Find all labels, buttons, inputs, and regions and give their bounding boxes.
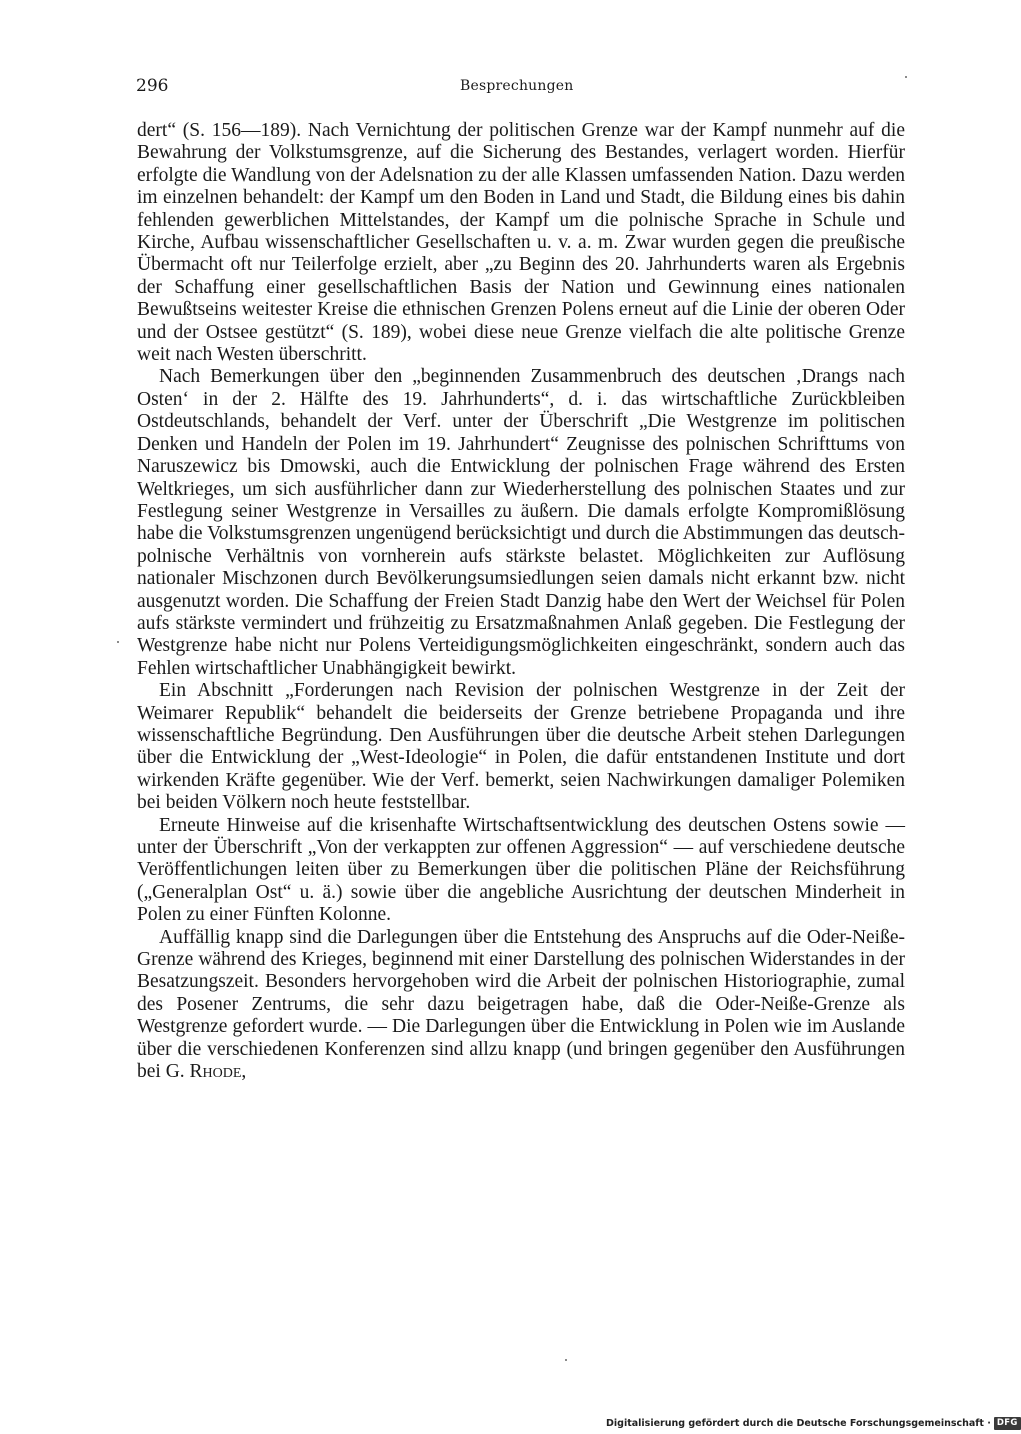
- page-number: 296: [136, 76, 169, 96]
- author-name-rhode: Rhode,: [189, 1061, 247, 1083]
- scan-speck: [565, 1359, 567, 1361]
- paragraph-4: Erneute Hinweise auf die krisenhafte Wirtschaftsentwicklung des deutschen Ostens sowie — unter der Überschrift „Von der verkappten zur offenen Aggression“ — auf verschiedene deutsche Veröffentlichungen leiten über zu Bemerkungen über die politischen Pläne der Reichsführung („Generalplan Ost“ u. ä.) sowie über die angebliche Ausrichtung der deutschen Minderheit in Polen zu einer Fünften Kolonne.: [137, 814, 905, 926]
- paragraph-1: dert“ (S. 156—189). Nach Vernichtung der politischen Grenze war der Kampf nunmehr auf die Bewahrung der Volkstumsgrenze, auf die Sicherung des Bestandes, verlagert worden. Hierfür erfolgte die Wandlung von der Adelsnation zu der alle Klassen umfassenden Nation. Dazu werden im einzelnen behandelt: der Kampf um den Boden in Land und Stadt, die Bildung eines bis dahin fehlenden gewerblichen Mittelstandes, der Kampf um die polnische Sprache in Schule und Kirche, Aufbau wissenschaftlicher Gesellschaften u. v. a. m. Zwar wurden gegen die preußische Übermacht oft nur Teilerfolge erzielt, aber „zu Beginn des 20. Jahrhunderts waren als Ergebnis der Schaffung einer gesellschaftlichen Basis der Nation und Gewinnung eines nationalen Bewußtseins weitester Kreise die ethnischen Grenzen Polens erneut auf die Linie der oberen Oder und der Ostsee gestützt“ (S. 189), wobei diese neue Grenze vielfach die alte politische Grenze weit nach Westen überschritt.: [137, 120, 905, 366]
- paragraph-5-text: Auffällig knapp sind die Darlegungen über die Entstehung des Anspruchs auf die Oder-Neiße-Grenze während des Krieges, beginnend mit einer Darstellung des polnischen Widerstandes in der Besatzungszeit. Besonders hervorgehoben wird die Arbeit der polnischen Historiographie, zumal des Posener Zentrums, die sehr dazu beigetragen habe, daß die Oder-Neiße-Grenze als Westgrenze gefordert wurde. — Die Darlegungen über die Entwicklung in Polen wie im Auslande über die verschiedenen Konferenzen sind allzu knapp (und bringen gegenüber den Ausführungen bei G.: [137, 926, 905, 1083]
- digitization-credit-text: Digitalisierung gefördert durch die Deutsche Forschungsgemeinschaft ·: [606, 1417, 991, 1429]
- dfg-logo-icon: DFG: [994, 1417, 1021, 1430]
- review-body-text: [137, 120, 905, 1083]
- paragraph-2: Nach Bemerkungen über den „beginnenden Zusammenbruch des deutschen ‚Drangs nach Osten‘ in der 2. Hälfte des 19. Jahrhunderts“, d. i. das wirtschaftliche Zurückbleiben Ostdeutschlands, behandelt der Verf. unter der Überschrift „Die Westgrenze im politischen Denken und Handeln der Polen im 19. Jahrhundert“ Zeugnisse des polnischen Schrifttums von Naruszewicz bis Dmowski, auch die Entwicklung der polnischen Frage während des Ersten Weltkrieges, um sich ausführlicher dann zur Wiederherstellung des polnischen Staates und zur Festlegung seiner Westgrenze in Versailles zu äußern. Die damals erfolgte Kompromißlösung habe die Volkstumsgrenzen ungenügend berücksichtigt und durch die Abstimmungen das deutsch-polnische Verhältnis von vornherein aufs stärkste belastet. Möglichkeiten zur Auflösung nationaler Mischzonen durch Bevölkerungsumsiedlungen seien damals nicht erkannt bzw. nicht ausgenutzt worden. Die Schaffung der Freien Stadt Danzig habe den Wert der Weichsel für Polen aufs stärkste vermindert und frühzeitig zu Ersatzmaßnahmen Anlaß gegeben. Die Festlegung der Westgrenze habe nicht nur Polens Verteidigungsmöglichkeiten eingeschränkt, sondern auch das Fehlen wirtschaftlicher Unabhängigkeit bewirkt.: [137, 366, 905, 679]
- paragraph-3: Ein Abschnitt „Forderungen nach Revision der polnischen Westgrenze in der Zeit der Weimarer Republik“ behandelt die beiderseits der Grenze betriebene Propaganda und ihre wissenschaftliche Begründung. Den Ausführungen über die deutsche Arbeit stehen Darlegungen über die Entwicklung der „West-Ideologie“ in Polen, die dafür entstandenen Institute und dort wirkenden Kräfte gegenüber. Wie der Verf. bemerkt, seien Nachwirkungen damaliger Polemiken bei beiden Völkern noch heute feststellbar.: [137, 680, 905, 814]
- scan-speck: [905, 76, 907, 78]
- digitization-credit: [606, 1416, 1021, 1430]
- running-head: Besprechungen: [460, 78, 574, 94]
- paragraph-5: [137, 927, 905, 1084]
- scan-speck: [117, 641, 119, 643]
